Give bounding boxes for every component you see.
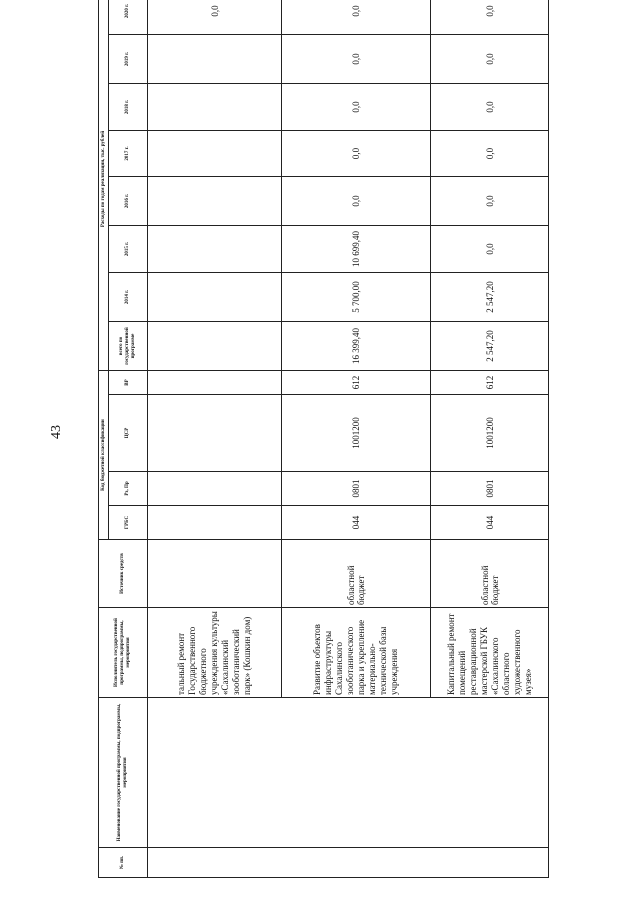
row-2018: 0,0 [282,84,431,131]
header-source: Источник средств [99,540,148,608]
header-2020: 2020 г. [109,0,148,35]
row-2019 [148,35,282,84]
header-csr: ЦСР [109,395,148,472]
row-total [148,322,282,371]
row-grbs: 044 [431,506,549,540]
header-2015: 2015 г. [109,226,148,273]
header-2019: 2019 г. [109,35,148,84]
row-source [148,540,282,608]
header-budget-codes: Код бюджетной классификации [99,371,109,540]
row-total: 2 547,20 [431,322,549,371]
row-rzpr: 0801 [282,472,431,506]
row-rzpr: 0801 [431,472,549,506]
row-source: областной бюджет [282,540,431,608]
row-2020: 0,0 [148,0,282,35]
row-2016: 0,0 [431,177,549,226]
row-csr: 1001200 [431,395,549,472]
row-2015: 0,0 [431,226,549,273]
row-num-cell [148,848,549,878]
row-2015 [148,226,282,273]
header-2018: 2018 г. [109,84,148,131]
row-2020: 0,0 [431,0,549,35]
header-2014: 2014 г. [109,273,148,322]
rotated-table-frame [98,3,545,878]
row-vr: 612 [431,371,549,395]
row-executor: Развитие объектов инфраструктуры Сахалинского зооботанического парка и укрепление материально-технической базы учреждения [282,608,431,698]
row-csr [148,395,282,472]
row-2014: 2 547,20 [431,273,549,322]
row-2019: 0,0 [431,35,549,84]
row-2017: 0,0 [282,131,431,177]
row-source: областной бюджет [431,540,549,608]
header-total: всего по государственной программе [109,322,148,371]
row-csr: 1001200 [282,395,431,472]
row-2014: 5 700,00 [282,273,431,322]
row-executor: тальный ремонт Государственного бюджетного учреждения культуры «Сахалинский зооботанический парк» (Кошкин дом) [148,608,282,698]
row-2018 [148,84,282,131]
page-number: 43 [49,425,64,439]
row-name-cell [148,698,549,848]
header-2016: 2016 г. [109,177,148,226]
row-2016 [148,177,282,226]
row-2020: 0,0 [282,0,431,35]
row-executor: Капитальный ремонт помещений реставрационной мастерской ГБУК «Сахалинского областного художественного музея» [431,608,549,698]
row-grbs: 044 [282,506,431,540]
row-2019: 0,0 [282,35,431,84]
header-2017: 2017 г. [109,131,148,177]
budget-sheet [98,3,545,878]
row-2016: 0,0 [282,177,431,226]
header-grbs: ГРБС [109,506,148,540]
header-vr: ВР [109,371,148,395]
table-row [148,0,282,878]
header-rzpr: Рз, Пр [109,472,148,506]
header-num: № пп. [99,848,148,878]
row-rzpr [148,472,282,506]
row-2017 [148,131,282,177]
header-expenses: Расходы по годам реализации, тыс. рублей [99,0,109,371]
row-vr [148,371,282,395]
row-vr: 612 [282,371,431,395]
row-grbs [148,506,282,540]
header-program-name: Наименование государственной программы, подпрограммы, мероприятия [99,698,148,848]
row-total: 16 399,40 [282,322,431,371]
row-2018: 0,0 [431,84,549,131]
header-executor: Исполнитель государственной программы, подпрограммы, мероприятия [99,608,148,698]
row-2014 [148,273,282,322]
budget-table [98,0,549,878]
row-2015: 10 699,40 [282,226,431,273]
row-2017: 0,0 [431,131,549,177]
